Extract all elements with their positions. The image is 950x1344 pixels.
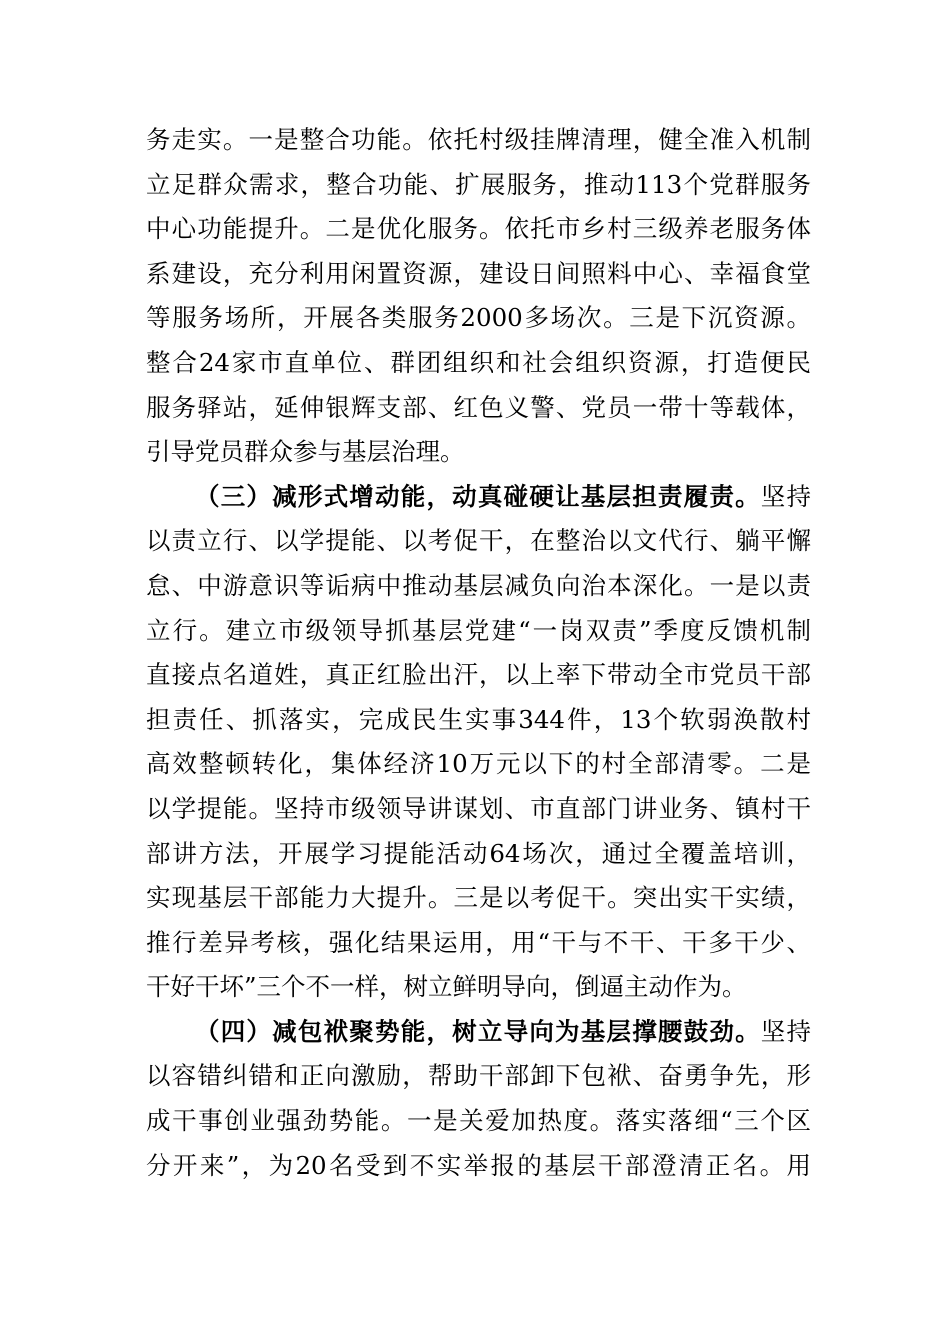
text-line: 以学提能。坚持市级领导讲谋划、市直部门讲业务、镇村干 — [146, 793, 811, 823]
text-line: 系建设，充分利用闲置资源，建设日间照料中心、幸福食堂 — [146, 258, 811, 288]
section-heading: （四）减包袱聚势能，树立导向为基层撑腰鼓劲。 — [195, 1016, 761, 1046]
text-line: 部讲方法，开展学习提能活动64场次，通过全覆盖培训， — [146, 838, 811, 868]
body-text — [146, 118, 811, 1188]
text-line: 立行。建立市级领导抓基层党建“一岗双责”季度反馈机制 — [146, 615, 811, 645]
text-line: 分开来”，为20名受到不实举报的基层干部澄清正名。用 — [146, 1150, 811, 1180]
section-heading-tail: 坚持 — [760, 481, 811, 511]
text-line: 引导党员群众参与基层治理。 — [146, 437, 465, 467]
text-line: 干好干坏”三个不一样，树立鲜明导向，倒逼主动作为。 — [146, 972, 747, 1002]
text-line: 推行差异考核，强化结果运用，用“干与不干、干多干少、 — [146, 927, 811, 957]
section-heading-line — [146, 1010, 811, 1055]
text-line: 服务驿站，延伸银辉支部、红色义警、党员一带十等载体， — [146, 392, 811, 422]
text-line: 担责任、抓落实，完成民生实事344件，13个软弱涣散村 — [146, 704, 811, 734]
text-line: 立足群众需求，整合功能、扩展服务，推动113个党群服务 — [146, 169, 811, 199]
text-line: 直接点名道姓，真正红脸出汗，以上率下带动全市党员干部 — [146, 660, 811, 690]
text-line: 怠、中游意识等诟病中推动基层减负向治本深化。一是以责 — [146, 570, 811, 600]
text-line: 以容错纠错和正向激励，帮助干部卸下包袱、奋勇争先，形 — [146, 1061, 811, 1091]
text-line: 整合24家市直单位、群团组织和社会组织资源，打造便民 — [146, 347, 811, 377]
text-line: 务走实。一是整合功能。依托村级挂牌清理，健全准入机制 — [146, 125, 811, 154]
section-heading: （三）减形式增动能，动真碰硬让基层担责履责。 — [195, 481, 761, 511]
section-heading-tail: 坚持 — [760, 1016, 811, 1046]
text-line: 成干事创业强劲势能。一是关爱加热度。落实落细“三个区 — [146, 1106, 811, 1136]
section-heading-line — [146, 475, 811, 520]
text-line: 实现基层干部能力大提升。三是以考促干。突出实干实绩， — [146, 883, 811, 913]
text-line: 等服务场所，开展各类服务2000多场次。三是下沉资源。 — [146, 303, 811, 333]
text-line: 高效整顿转化，集体经济10万元以下的村全部清零。二是 — [146, 749, 811, 779]
text-line: 中心功能提升。二是优化服务。依托市乡村三级养老服务体 — [146, 214, 811, 244]
text-line: 以责立行、以学提能、以考促干，在整治以文代行、躺平懈 — [146, 526, 811, 556]
